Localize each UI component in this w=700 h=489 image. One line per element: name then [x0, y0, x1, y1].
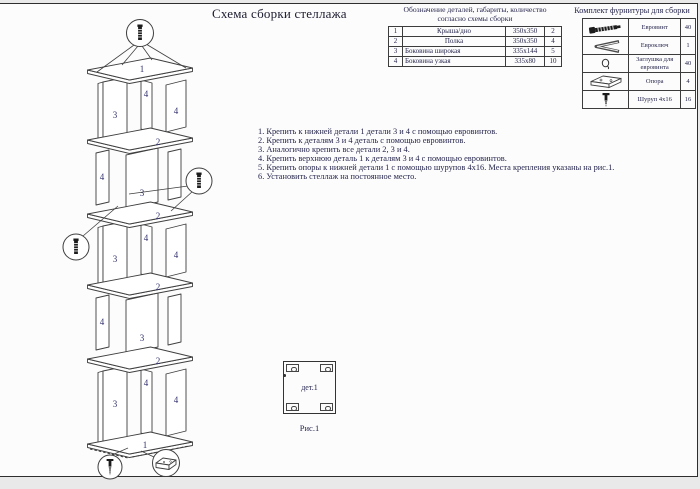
- part-size: 335x144: [506, 46, 545, 56]
- hardware-name: Опора: [629, 73, 681, 91]
- part-number-label: 2: [155, 282, 161, 292]
- part-name: Боковина узкая: [403, 56, 506, 66]
- hardware-name: Заглушка для евровинта: [629, 55, 681, 73]
- part-number-label: 3: [112, 110, 118, 120]
- foot-mount-plate: [320, 364, 333, 372]
- table-row: [389, 46, 562, 56]
- assembly-diagram: [40, 14, 240, 480]
- table-row: [583, 73, 696, 91]
- figure-caption: Рис.1: [299, 423, 320, 433]
- part-number-label: 4: [99, 172, 105, 182]
- part-number-label: 4: [99, 317, 105, 327]
- hardware-name: Евровинт: [629, 19, 681, 37]
- figure-det1: [283, 361, 336, 414]
- instructions-list: [258, 127, 614, 181]
- part-number-label: 2: [155, 137, 161, 147]
- instruction-step: 6. Установить стеллаж на постоянное место.: [258, 172, 417, 181]
- part-number-label: 3: [112, 399, 118, 409]
- part-number-label: 1: [139, 64, 145, 74]
- parts-table-section: [386, 6, 564, 67]
- instruction-step: 3. Аналогично крепить все детали 2, 3 и 4.: [258, 145, 410, 154]
- instruction-step: 4. Крепить верхнюю деталь 1 к деталям 3 и 4 с помощью евровинтов.: [258, 154, 507, 163]
- hardware-table: [582, 18, 696, 109]
- hardware-qty: 40: [680, 19, 695, 37]
- part-number-label: 3: [139, 188, 145, 198]
- part-qty: 4: [545, 36, 562, 46]
- instruction-step: 5. Крепить опоры к нижней детали 1 с помощью шурупов 4x16. Места крепления указаны на рис.1.: [258, 163, 615, 172]
- part-name: Полка: [403, 36, 506, 46]
- instruction-step: 2. Крепить к деталям 3 и 4 деталь с помощью евровинтов.: [258, 136, 466, 145]
- part-number-label: 4: [173, 395, 179, 405]
- euroscrew-icon: [586, 20, 626, 36]
- foot-mount-plate: [286, 364, 299, 372]
- part-number: 3: [389, 46, 403, 56]
- hardware-qty: 1: [680, 37, 695, 55]
- hardware-qty: 40: [680, 55, 695, 73]
- hardware-qty: 4: [680, 73, 695, 91]
- hardware-name: Евроключ: [629, 37, 681, 55]
- hex-key-icon: [586, 38, 626, 54]
- part-number-label: 2: [155, 211, 161, 221]
- page-title: Схема сборки стеллажа: [212, 6, 347, 21]
- part-number-label: 4: [143, 378, 149, 388]
- part-name: Боковина широкая: [403, 46, 506, 56]
- table-row: [583, 91, 696, 109]
- part-size: 350x350: [506, 26, 545, 36]
- foot-mount-plate: [320, 403, 333, 411]
- hardware-kit-title: Комплект фурнитуры для сборки: [574, 6, 690, 15]
- instruction-step: 1. Крепить к нижней детали 1 детали 3 и 4 с помощью евровинтов.: [258, 127, 498, 136]
- screw-icon: [586, 92, 626, 108]
- bottom-panel-plan: [283, 361, 336, 414]
- screw-hole: [325, 406, 331, 412]
- part-number-label: 4: [143, 233, 149, 243]
- table-row: [389, 26, 562, 36]
- part-number-label: 4: [143, 89, 149, 99]
- screw-hole: [325, 367, 331, 373]
- table-row: [389, 36, 562, 46]
- part-number: 2: [389, 36, 403, 46]
- part-number-label: 3: [139, 333, 145, 343]
- table-row: [389, 56, 562, 66]
- edge-mark: [283, 374, 286, 377]
- foot-icon: [586, 73, 626, 90]
- hardware-name: Шуруп 4x16: [629, 91, 681, 109]
- parts-table-header-line2: согласно схемы сборки: [437, 13, 513, 23]
- part-qty: 5: [545, 46, 562, 56]
- part-number-label: 3: [112, 254, 118, 264]
- table-row: [583, 37, 696, 55]
- part-name: Крыша/дно: [403, 26, 506, 36]
- part-number-label: 1: [142, 440, 148, 450]
- part-number-label: 4: [173, 250, 179, 260]
- cap-icon: [586, 56, 626, 72]
- parts-table-header-line1: Обозначение деталей, габариты, количество: [403, 5, 547, 14]
- part-qty: 10: [545, 56, 562, 66]
- hardware-kit-section: [568, 6, 696, 109]
- parts-table: [388, 26, 562, 67]
- part-qty: 2: [545, 26, 562, 36]
- parts-table-header: [386, 6, 564, 24]
- screw-hole: [291, 367, 297, 373]
- table-row: [583, 55, 696, 73]
- part-size: 335x80: [506, 56, 545, 66]
- part-number-label: 4: [173, 106, 179, 116]
- hardware-qty: 16: [680, 91, 695, 109]
- foot-mount-plate: [286, 403, 299, 411]
- part-size: 350x350: [506, 36, 545, 46]
- table-row: [583, 19, 696, 37]
- screw-hole: [291, 406, 297, 412]
- part-number: 1: [389, 26, 403, 36]
- part-number-label: 2: [155, 356, 161, 366]
- figure-part-label: дет.1: [301, 383, 318, 392]
- part-number: 4: [389, 56, 403, 66]
